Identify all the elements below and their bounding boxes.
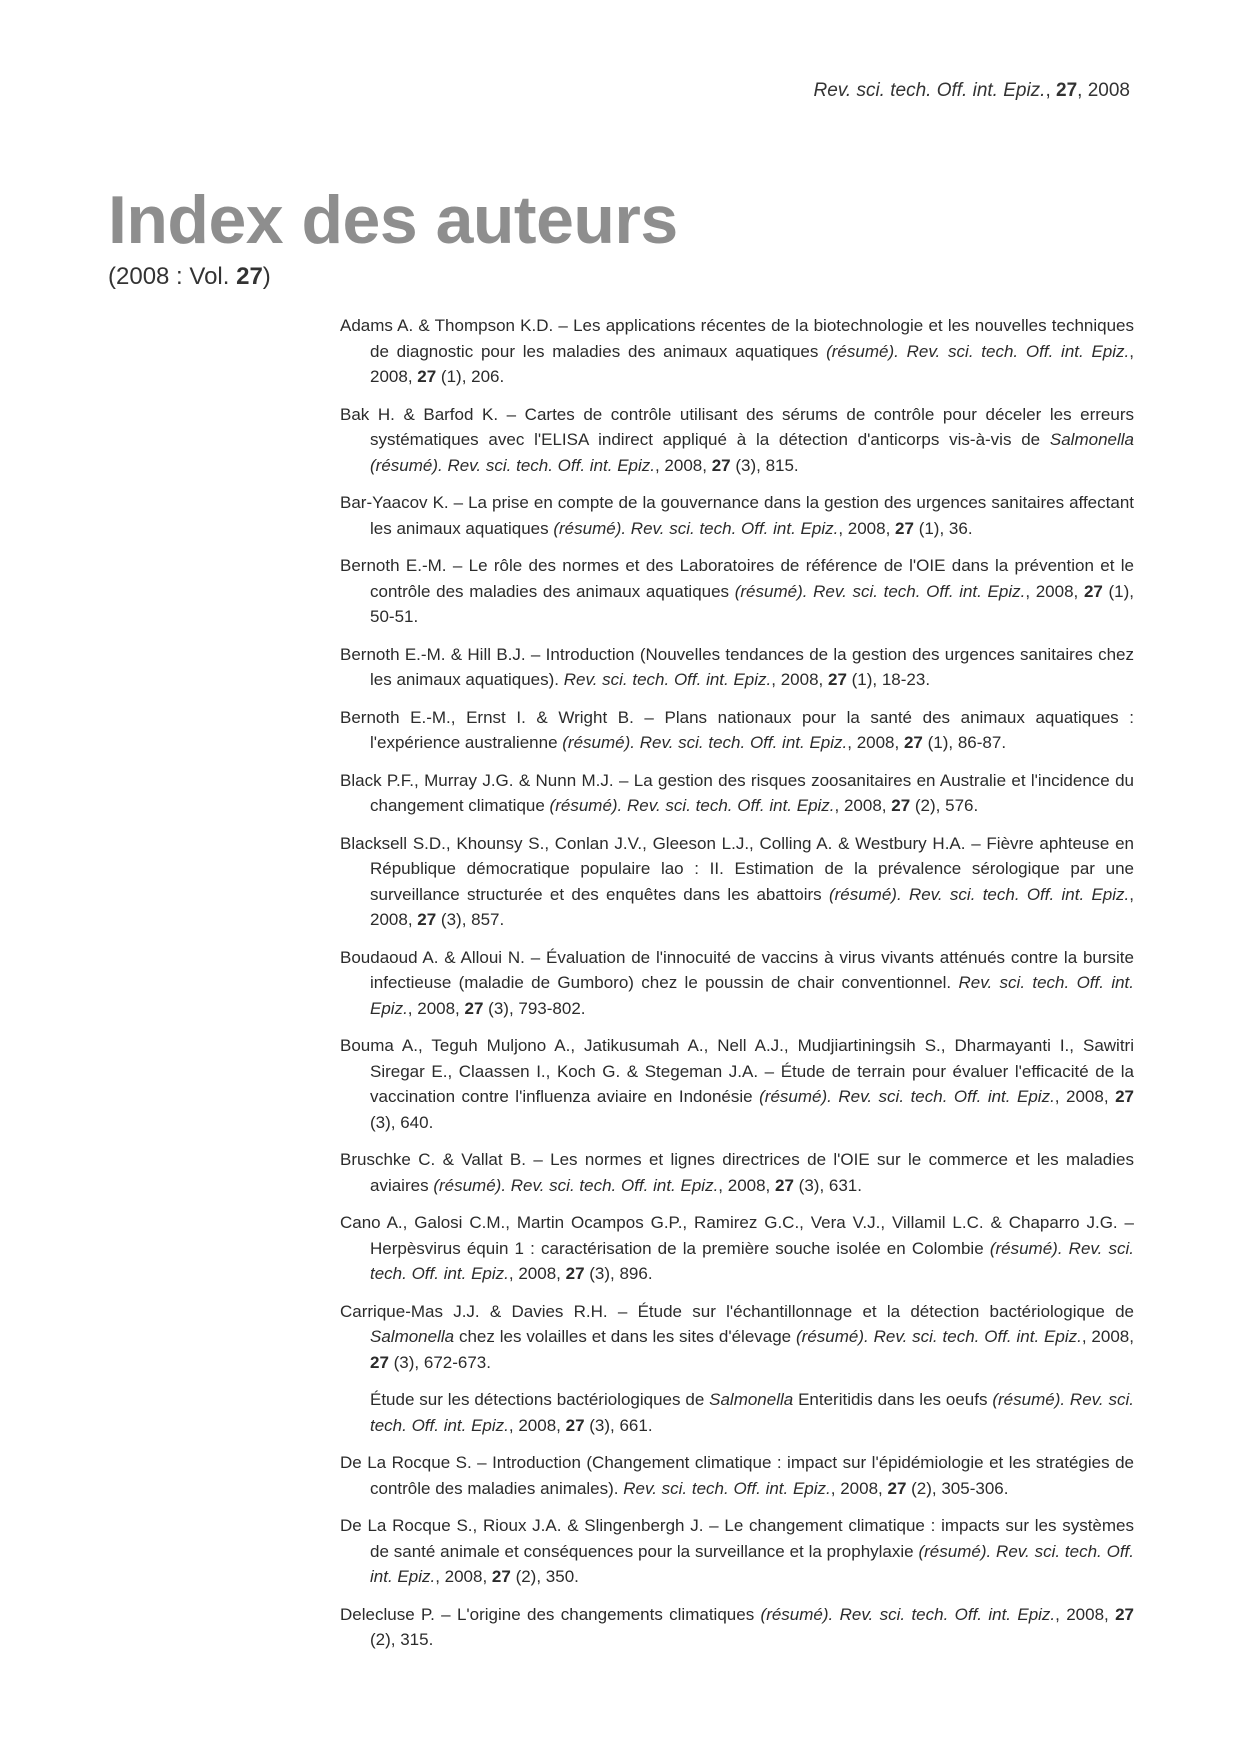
index-entry bbox=[340, 642, 1134, 693]
subtitle-suffix: ) bbox=[262, 263, 271, 290]
index-entry bbox=[340, 1299, 1134, 1376]
entry-text: Bruschke C. & Vallat B. – Les normes et lignes directrices de l'OIE sur le commerce et les maladies aviaires bbox=[340, 1150, 1134, 1195]
entry-year: , 2008, bbox=[407, 998, 465, 1018]
entry-journal: Rev. sci. tech. Off. int. Epiz. bbox=[623, 1478, 831, 1498]
entry-text: Black P.F., Murray J.G. & Nunn M.J. – La gestion des risques zoosanitaires en Australie et l'incidence du changement climatique bbox=[340, 770, 1134, 815]
index-entry bbox=[340, 1602, 1134, 1653]
entry-journal: (résumé). Rev. sci. tech. Off. int. Epiz. bbox=[826, 341, 1130, 361]
index-entry bbox=[340, 1033, 1134, 1135]
entry-journal: (résumé). Rev. sci. tech. Off. int. Epiz. bbox=[549, 796, 835, 815]
author-index-list bbox=[340, 313, 1134, 1665]
entry-italic-term: Salmonella bbox=[370, 1327, 455, 1346]
entry-year: , 2008, bbox=[370, 341, 1134, 386]
entry-year: , 2008, bbox=[654, 455, 712, 475]
entry-issue-pages: (3), 793-802. bbox=[483, 998, 586, 1018]
journal-name: Rev. sci. tech. Off. int. Epiz. bbox=[813, 80, 1046, 101]
entry-text: Bar-Yaacov K. – La prise en compte de la gouvernance dans la gestion des urgences sanitaires affectant les animaux aquatiques bbox=[340, 493, 1134, 538]
subtitle-volume: 27 bbox=[236, 263, 263, 290]
entry-volume: 27 bbox=[903, 733, 923, 752]
entry-year: , 2008, bbox=[838, 518, 896, 538]
entry-volume: 27 bbox=[565, 1264, 585, 1283]
index-entry bbox=[340, 402, 1134, 479]
entry-volume: 27 bbox=[891, 796, 911, 815]
entry-text: Boudaoud A. & Alloui N. – Évaluation de l'innocuité de vaccins à virus vivants atténués contre la bursite infectieuse (maladie de Gumboro) chez le poussin de chair conventionnel. bbox=[340, 947, 1134, 992]
entry-issue-pages: (2), 315. bbox=[370, 1630, 434, 1649]
entry-journal: Salmonella (résumé). Rev. sci. tech. Off. int. Epiz. bbox=[370, 430, 1134, 475]
entry-volume: 27 bbox=[711, 455, 731, 475]
index-entry bbox=[340, 1513, 1134, 1590]
entry-journal: (résumé). Rev. sci. tech. Off. int. Epiz. bbox=[828, 884, 1130, 904]
entry-text: Bak H. & Barfod K. – Cartes de contrôle utilisant des sérums de contrôle pour déceler les erreurs systématiques avec l'ELISA indirect appliqué à la détection d'anticorps vis-à-vis de bbox=[340, 404, 1134, 449]
entry-issue-pages: (1), 86-87. bbox=[922, 733, 1007, 752]
entry-issue-pages: (2), 305-306. bbox=[906, 1478, 1009, 1498]
entry-volume: 27 bbox=[370, 1352, 389, 1372]
entry-text: Bernoth E.-M., Ernst I. & Wright B. – Plans nationaux pour la santé des animaux aquatiques : l'expérience australienne bbox=[340, 707, 1134, 752]
entry-year: , 2008, bbox=[1055, 1604, 1116, 1624]
entry-issue-pages: (3), 857. bbox=[436, 910, 505, 929]
entry-journal: (résumé). Rev. sci. tech. Off. int. Epiz. bbox=[433, 1175, 719, 1195]
entry-journal: (résumé). Rev. sci. tech. Off. int. Epiz. bbox=[759, 1087, 1055, 1106]
entry-issue-pages: (3), 640. bbox=[370, 1112, 434, 1132]
index-entry bbox=[340, 705, 1134, 756]
entry-text-continued: Enteritidis dans les oeufs bbox=[793, 1390, 993, 1409]
entry-volume: 27 bbox=[887, 1478, 907, 1498]
entry-year: , 2008, bbox=[847, 733, 904, 752]
entry-year: , 2008, bbox=[508, 1264, 566, 1283]
entry-issue-pages: (3), 896. bbox=[584, 1264, 653, 1283]
entry-journal: (résumé). Rev. sci. tech. Off. int. Epiz. bbox=[370, 1541, 1135, 1586]
index-entry bbox=[340, 490, 1134, 541]
entry-text: Bouma A., Teguh Muljono A., Jatikusumah A., Nell A.J., Mudjiartiningsih S., Dharmayanti I., Sawitri Siregar E., Claassen I., Koch G. & Stegeman J.A. – Étude de terrain pour évaluer l'efficacité de la vaccination contre l'influenza aviaire en Indonésie bbox=[340, 1036, 1134, 1106]
entry-text-continued: chez les volailles et dans les sites d'élevage bbox=[454, 1327, 796, 1346]
entry-volume: 27 bbox=[417, 367, 437, 386]
page-title: Index des auteurs bbox=[108, 182, 678, 258]
entry-year: , 2008, bbox=[1025, 581, 1084, 601]
index-entry bbox=[340, 1450, 1134, 1501]
entry-text: De La Rocque S., Rioux J.A. & Slingenbergh J. – Le changement climatique : impacts sur les systèmes de santé animale et conséquences pour la surveillance et la prophylaxie bbox=[340, 1516, 1134, 1561]
entry-issue-pages: (3), 631. bbox=[793, 1175, 862, 1195]
entry-issue-pages: (2), 350. bbox=[510, 1567, 579, 1586]
index-entry bbox=[340, 1210, 1134, 1287]
index-entry bbox=[340, 945, 1134, 1022]
entry-journal: Rev. sci. tech. Off. int. Epiz. bbox=[563, 670, 772, 689]
entry-year: , 2008, bbox=[834, 796, 892, 815]
entry-issue-pages: (3), 661. bbox=[584, 1415, 653, 1435]
entry-issue-pages: (1), 36. bbox=[913, 518, 973, 538]
index-entry bbox=[340, 1147, 1134, 1198]
entry-journal: (résumé). Rev. sci. tech. Off. int. Epiz. bbox=[760, 1604, 1056, 1624]
entry-year: , 2008, bbox=[718, 1175, 776, 1195]
entry-text: Blacksell S.D., Khounsy S., Conlan J.V., Gleeson L.J., Colling A. & Westbury H.A. – Fièvre aphteuse en République démocratique populaire lao : II. Estimation de la prévalence sérologique par une surveillance structurée et des enquêtes dans les abattoirs bbox=[340, 833, 1134, 904]
running-head bbox=[814, 80, 1130, 102]
entry-journal: (résumé). Rev. sci. tech. Off. int. Epiz. bbox=[370, 1390, 1134, 1435]
entry-year: , 2008, bbox=[771, 670, 828, 689]
entry-issue-pages: (2), 576. bbox=[910, 796, 979, 815]
entry-volume: 27 bbox=[1115, 1604, 1135, 1624]
entry-text: Bernoth E.-M. – Le rôle des normes et des Laboratoires de référence de l'OIE dans la prévention et le contrôle des maladies des animaux aquatiques bbox=[340, 556, 1134, 601]
entry-journal: (résumé). Rev. sci. tech. Off. int. Epiz. bbox=[370, 1238, 1135, 1283]
entry-volume: 27 bbox=[827, 670, 847, 689]
index-entry bbox=[340, 313, 1134, 390]
entry-year: , 2008, bbox=[370, 884, 1134, 929]
index-entry bbox=[340, 768, 1134, 819]
entry-text: Cano A., Galosi C.M., Martin Ocampos G.P., Ramirez G.C., Vera V.J., Villamil L.C. & Chaparro J.G. – Herpèsvirus équin 1 : caractérisation de la première souche isolée en Colombie bbox=[340, 1213, 1134, 1258]
entry-issue-pages: (1), 50-51. bbox=[370, 581, 1135, 626]
entry-year: , 2008, bbox=[1081, 1327, 1134, 1346]
index-entry bbox=[340, 831, 1134, 933]
entry-text: Carrique-Mas J.J. & Davies R.H. – Étude sur l'échantillonnage et la détection bactériologique de bbox=[340, 1301, 1134, 1321]
entry-journal: Rev. sci. tech. Off. int. Epiz. bbox=[370, 973, 1135, 1018]
entry-volume: 27 bbox=[1115, 1087, 1134, 1106]
entry-volume: 27 bbox=[1083, 581, 1103, 601]
entry-year: , 2008, bbox=[830, 1478, 888, 1498]
entry-text: Delecluse P. – L'origine des changements climatiques bbox=[340, 1604, 761, 1624]
subtitle bbox=[108, 263, 271, 291]
index-entry bbox=[340, 553, 1134, 630]
entry-volume: 27 bbox=[491, 1567, 511, 1586]
entry-year: , 2008, bbox=[1054, 1087, 1116, 1106]
entry-journal: (résumé). Rev. sci. tech. Off. int. Epiz. bbox=[796, 1327, 1082, 1346]
index-entry-continuation bbox=[340, 1387, 1134, 1438]
entry-year: , 2008, bbox=[435, 1567, 492, 1586]
entry-issue-pages: (3), 672-673. bbox=[388, 1352, 491, 1372]
entry-text: Étude sur les détections bactériologiques de bbox=[370, 1390, 710, 1409]
entry-volume: 27 bbox=[464, 998, 484, 1018]
entry-text: Adams A. & Thompson K.D. – Les applications récentes de la biotechnologie et les nouvelles techniques de diagnostic pour les maladies des animaux aquatiques bbox=[340, 316, 1134, 361]
entry-italic-term: Salmonella bbox=[709, 1390, 794, 1409]
entry-volume: 27 bbox=[775, 1175, 794, 1195]
entry-year: , 2008, bbox=[508, 1415, 566, 1435]
journal-sep: , bbox=[1045, 80, 1057, 101]
entry-issue-pages: (3), 815. bbox=[730, 455, 799, 475]
journal-year: , 2008 bbox=[1077, 80, 1130, 101]
entry-journal: (résumé). Rev. sci. tech. Off. int. Epiz. bbox=[562, 733, 848, 752]
entry-text: Bernoth E.-M. & Hill B.J. – Introduction (Nouvelles tendances de la gestion des urgences sanitaires chez les animaux aquatiques). bbox=[340, 644, 1134, 689]
entry-text: De La Rocque S. – Introduction (Changement climatique : impact sur l'épidémiologie et les stratégies de contrôle des maladies animales). bbox=[340, 1453, 1134, 1498]
entry-issue-pages: (1), 206. bbox=[436, 367, 505, 386]
entry-volume: 27 bbox=[895, 518, 914, 538]
subtitle-prefix: (2008 : Vol. bbox=[108, 263, 237, 290]
entry-issue-pages: (1), 18-23. bbox=[846, 670, 931, 689]
entry-journal: (résumé). Rev. sci. tech. Off. int. Epiz. bbox=[553, 518, 839, 538]
entry-journal: (résumé). Rev. sci. tech. Off. int. Epiz. bbox=[734, 581, 1026, 601]
entry-volume: 27 bbox=[417, 910, 437, 929]
journal-volume: 27 bbox=[1056, 80, 1078, 101]
entry-volume: 27 bbox=[565, 1415, 585, 1435]
